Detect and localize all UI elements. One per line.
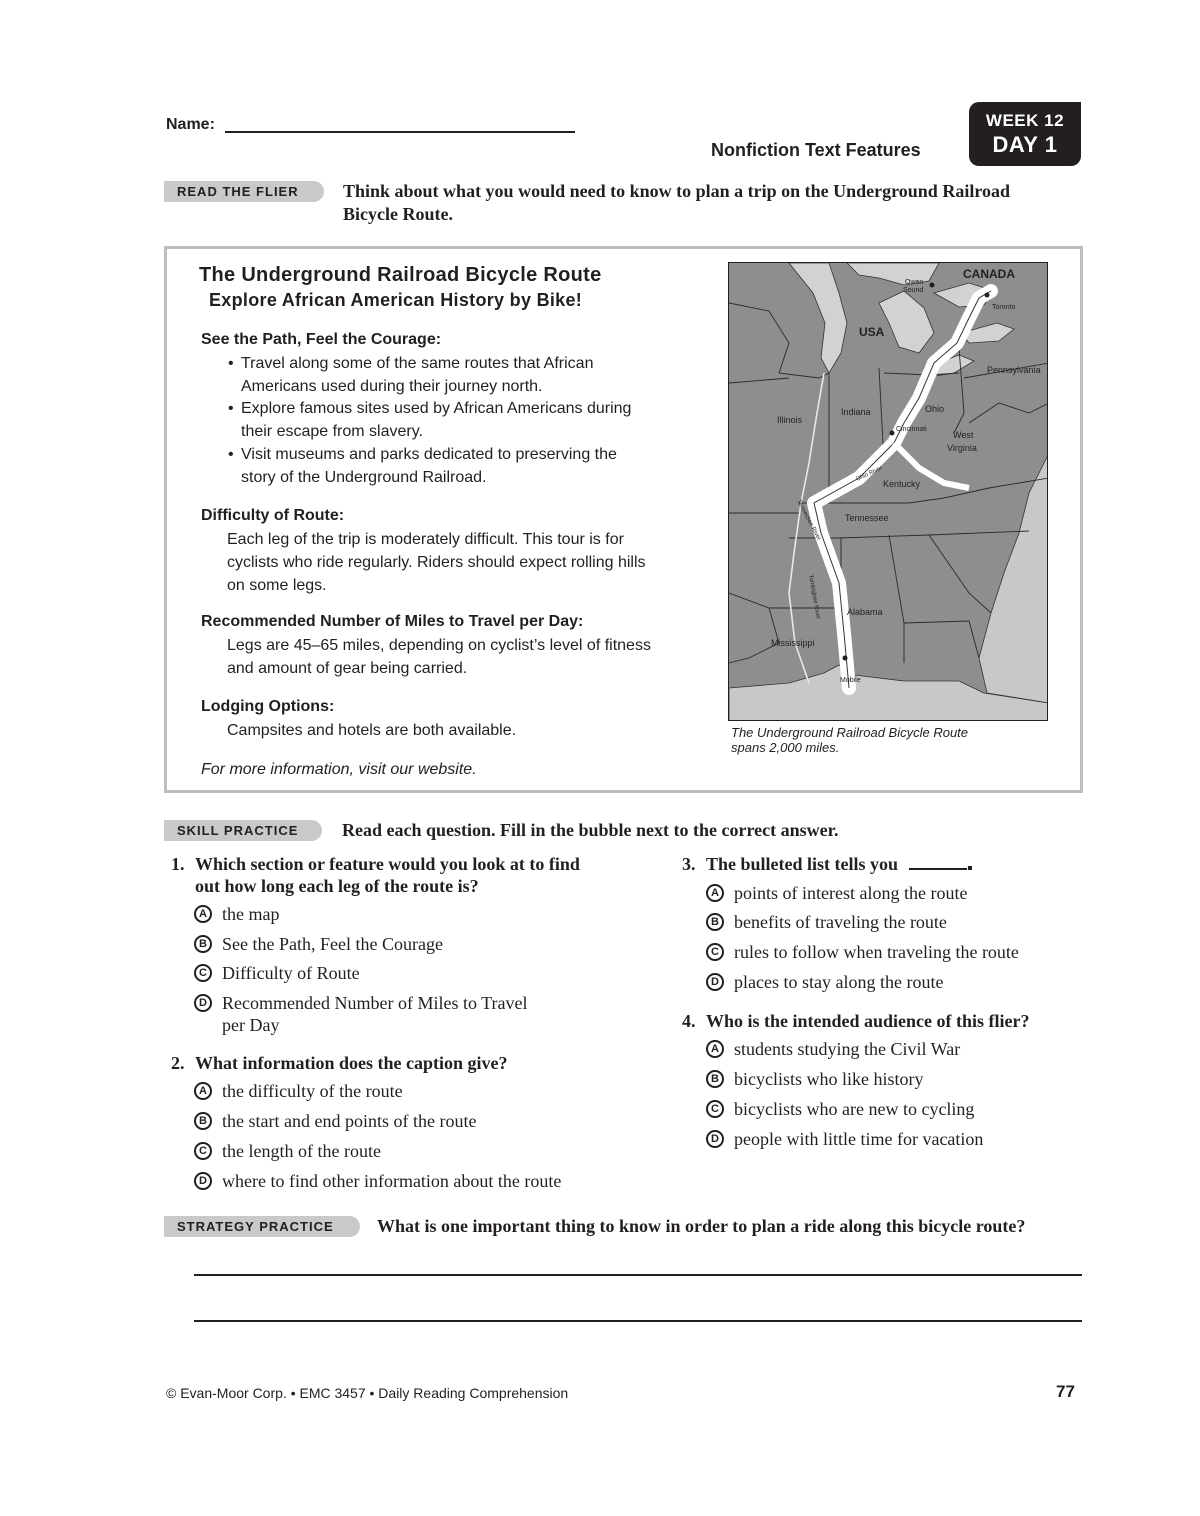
- question-text: Who is the intended audience of this flier?: [706, 1011, 1030, 1031]
- question-number: 1.: [171, 854, 185, 874]
- answer-bubble[interactable]: A: [194, 1082, 212, 1100]
- read-flier-instruction-line1: Think about what you would need to know to plan a trip on the Underground Railroad: [343, 181, 1010, 201]
- difficulty-line: cyclists who ride regularly. Riders should expect rolling hills: [227, 554, 646, 571]
- answer-option[interactable]: [711, 1038, 961, 1060]
- bullet-dot: •: [228, 446, 234, 463]
- answer-option[interactable]: [711, 1068, 924, 1090]
- more-info-text: For more information, visit our website.: [201, 761, 477, 778]
- question-4: [682, 1010, 1030, 1032]
- day-label: DAY 1: [992, 132, 1058, 157]
- miles-text: [227, 634, 651, 680]
- flier-title: The Underground Railroad Bicycle Route: [199, 264, 602, 286]
- map-label-ohio-river: Ohio River: [855, 465, 884, 483]
- difficulty-line: Each leg of the trip is moderately difficult. This tour is for: [227, 531, 624, 548]
- map-label-cincinnati: Cincinnati: [896, 426, 927, 433]
- map-label-pennsylvania: Pennsylvania: [987, 365, 1041, 375]
- map-label-mobile: Mobile: [840, 677, 861, 684]
- map-label-tennessee-river: Tennessee River: [795, 499, 822, 542]
- answer-text: points of interest along the route: [734, 883, 968, 903]
- answer-text: Difficulty of Route: [222, 963, 360, 983]
- map-label-indiana: Indiana: [841, 407, 871, 417]
- question-1: [171, 853, 580, 897]
- answer-option[interactable]: [711, 1128, 984, 1150]
- map-label-tombigbee-river: Tombigbee River: [807, 574, 821, 620]
- answer-bubble[interactable]: A: [706, 1040, 724, 1058]
- answer-bubble[interactable]: C: [194, 1142, 212, 1160]
- map-label-kentucky: Kentucky: [883, 479, 921, 489]
- question-text: The bulleted list tells you: [706, 854, 899, 874]
- bullet-line: Visit museums and parks dedicated to preserving the: [241, 446, 617, 463]
- answer-text: the difficulty of the route: [222, 1081, 403, 1101]
- answer-bubble[interactable]: A: [706, 884, 724, 902]
- map-label-west: West: [953, 430, 974, 440]
- answer-bubble[interactable]: D: [706, 973, 724, 991]
- answer-bubble[interactable]: D: [706, 1130, 724, 1148]
- answer-text: rules to follow when traveling the route: [734, 942, 1019, 962]
- answer-bubble[interactable]: B: [194, 935, 212, 953]
- week-day-badge: [969, 102, 1081, 166]
- answer-option[interactable]: [199, 1140, 381, 1162]
- answer-option[interactable]: [711, 911, 947, 933]
- map-label-usa: USA: [859, 325, 885, 339]
- section-title: Nonfiction Text Features: [711, 140, 921, 160]
- question-number: 4.: [682, 1011, 696, 1031]
- difficulty-text: [227, 528, 646, 597]
- map-label-illinois: Illinois: [777, 415, 803, 425]
- question-text: What information does the caption give?: [195, 1053, 508, 1073]
- bullet-line: story of the Underground Railroad.: [241, 469, 487, 486]
- map-label-ohio: Ohio: [925, 404, 945, 414]
- map-label-sound: Sound: [903, 287, 924, 294]
- answer-option[interactable]: [199, 992, 528, 1036]
- bullet-line: Travel along some of the same routes that African: [241, 355, 594, 372]
- answer-text: the length of the route: [222, 1141, 381, 1161]
- map-label-canada: CANADA: [963, 267, 1015, 281]
- skill-practice-tab: SKILL PRACTICE: [164, 820, 322, 841]
- question-text: out how long each leg of the route is?: [195, 876, 479, 896]
- question-text: Which section or feature would you look at to find: [195, 854, 580, 874]
- answer-text: the map: [222, 904, 280, 924]
- answer-text: people with little time for vacation: [734, 1129, 984, 1149]
- answer-option[interactable]: [199, 903, 280, 925]
- answer-text: the start and end points of the route: [222, 1111, 477, 1131]
- answer-text: bicyclists who are new to cycling: [734, 1099, 975, 1119]
- answer-option[interactable]: [199, 1170, 562, 1192]
- answer-text: See the Path, Feel the Courage: [222, 934, 443, 954]
- footer-text: © Evan-Moor Corp. • EMC 3457 • Daily Reading Comprehension: [166, 1385, 569, 1401]
- skill-practice-instruction: Read each question. Fill in the bubble next to the correct answer.: [342, 820, 839, 840]
- lodging-heading: Lodging Options:: [201, 698, 335, 715]
- name-write-line[interactable]: [225, 131, 575, 133]
- answer-option[interactable]: [711, 882, 968, 904]
- bullet-dot: •: [228, 355, 234, 372]
- bullet-line: Americans used during their journey north.: [241, 378, 543, 395]
- map-label-owen: Owen: [905, 279, 924, 286]
- answer-option[interactable]: [711, 1098, 975, 1120]
- question-3: [682, 853, 972, 875]
- answer-text: Recommended Number of Miles to Travel: [222, 993, 528, 1013]
- read-flier-tab: READ THE FLIER: [164, 181, 324, 202]
- name-label: Name:: [166, 116, 215, 133]
- answer-bubble[interactable]: B: [706, 913, 724, 931]
- answer-bubble[interactable]: C: [706, 943, 724, 961]
- map-caption-line1: The Underground Railroad Bicycle Route: [731, 725, 969, 740]
- answer-bubble[interactable]: C: [706, 1100, 724, 1118]
- answer-bubble[interactable]: C: [194, 964, 212, 982]
- bullet-line: Explore famous sites used by African Americans during: [241, 400, 632, 417]
- bullet-item: [228, 397, 632, 443]
- route-map: [728, 262, 1048, 721]
- answer-text: bicyclists who like history: [734, 1069, 924, 1089]
- question-end-period: [968, 866, 972, 870]
- miles-line: and amount of gear being carried.: [227, 660, 468, 677]
- see-path-heading: See the Path, Feel the Courage:: [201, 331, 442, 348]
- answer-write-line[interactable]: [194, 1320, 1082, 1322]
- map-label-tennessee: Tennessee: [845, 513, 889, 523]
- question-2: [171, 1052, 508, 1074]
- map-caption: [731, 725, 968, 755]
- map-label-toronto: Toronto: [992, 304, 1016, 311]
- read-flier-instruction-line2: Bicycle Route.: [343, 204, 453, 224]
- bullet-item: [228, 443, 617, 489]
- answer-bubble[interactable]: B: [706, 1070, 724, 1088]
- answer-option[interactable]: [199, 962, 360, 984]
- answer-option[interactable]: [199, 1110, 477, 1132]
- map-label-virginia: Virginia: [947, 443, 977, 453]
- answer-bubble[interactable]: A: [194, 905, 212, 923]
- answer-text: per Day: [222, 1015, 280, 1035]
- answer-write-line[interactable]: [194, 1274, 1082, 1276]
- answer-text: places to stay along the route: [734, 972, 944, 992]
- difficulty-line: on some legs.: [227, 577, 327, 594]
- lodging-text: Campsites and hotels are both available.: [227, 722, 517, 739]
- miles-heading: Recommended Number of Miles to Travel per Day:: [201, 613, 584, 630]
- bullet-item: [228, 352, 594, 398]
- difficulty-heading: Difficulty of Route:: [201, 507, 345, 524]
- map-label-mississippi: Mississippi: [771, 638, 815, 648]
- route-map-svg: [729, 263, 1048, 721]
- answer-option[interactable]: [711, 971, 944, 993]
- answer-bubble[interactable]: D: [194, 994, 212, 1012]
- bullet-dot: •: [228, 400, 234, 417]
- answer-bubble[interactable]: D: [194, 1172, 212, 1190]
- question-number: 3.: [682, 854, 696, 874]
- answer-text: students studying the Civil War: [734, 1039, 961, 1059]
- answer-text: where to find other information about the route: [222, 1171, 562, 1191]
- question-number: 2.: [171, 1053, 185, 1073]
- strategy-practice-tab: STRATEGY PRACTICE: [164, 1216, 360, 1237]
- answer-option[interactable]: [199, 933, 443, 955]
- bullet-line: their escape from slavery.: [241, 423, 423, 440]
- map-label-alabama: Alabama: [847, 607, 883, 617]
- miles-line: Legs are 45–65 miles, depending on cyclist’s level of fitness: [227, 637, 651, 654]
- page-number: 77: [1056, 1382, 1075, 1401]
- map-caption-line2: spans 2,000 miles.: [731, 740, 840, 755]
- answer-bubble[interactable]: B: [194, 1112, 212, 1130]
- answer-option[interactable]: [711, 941, 1019, 963]
- answer-option[interactable]: [199, 1080, 403, 1102]
- answer-text: benefits of traveling the route: [734, 912, 947, 932]
- week-label: WEEK 12: [985, 111, 1065, 130]
- answer-blank: [909, 868, 967, 870]
- strategy-practice-instruction: What is one important thing to know in order to plan a ride along this bicycle route?: [377, 1216, 1026, 1236]
- flier-subtitle: Explore African American History by Bike!: [209, 290, 583, 310]
